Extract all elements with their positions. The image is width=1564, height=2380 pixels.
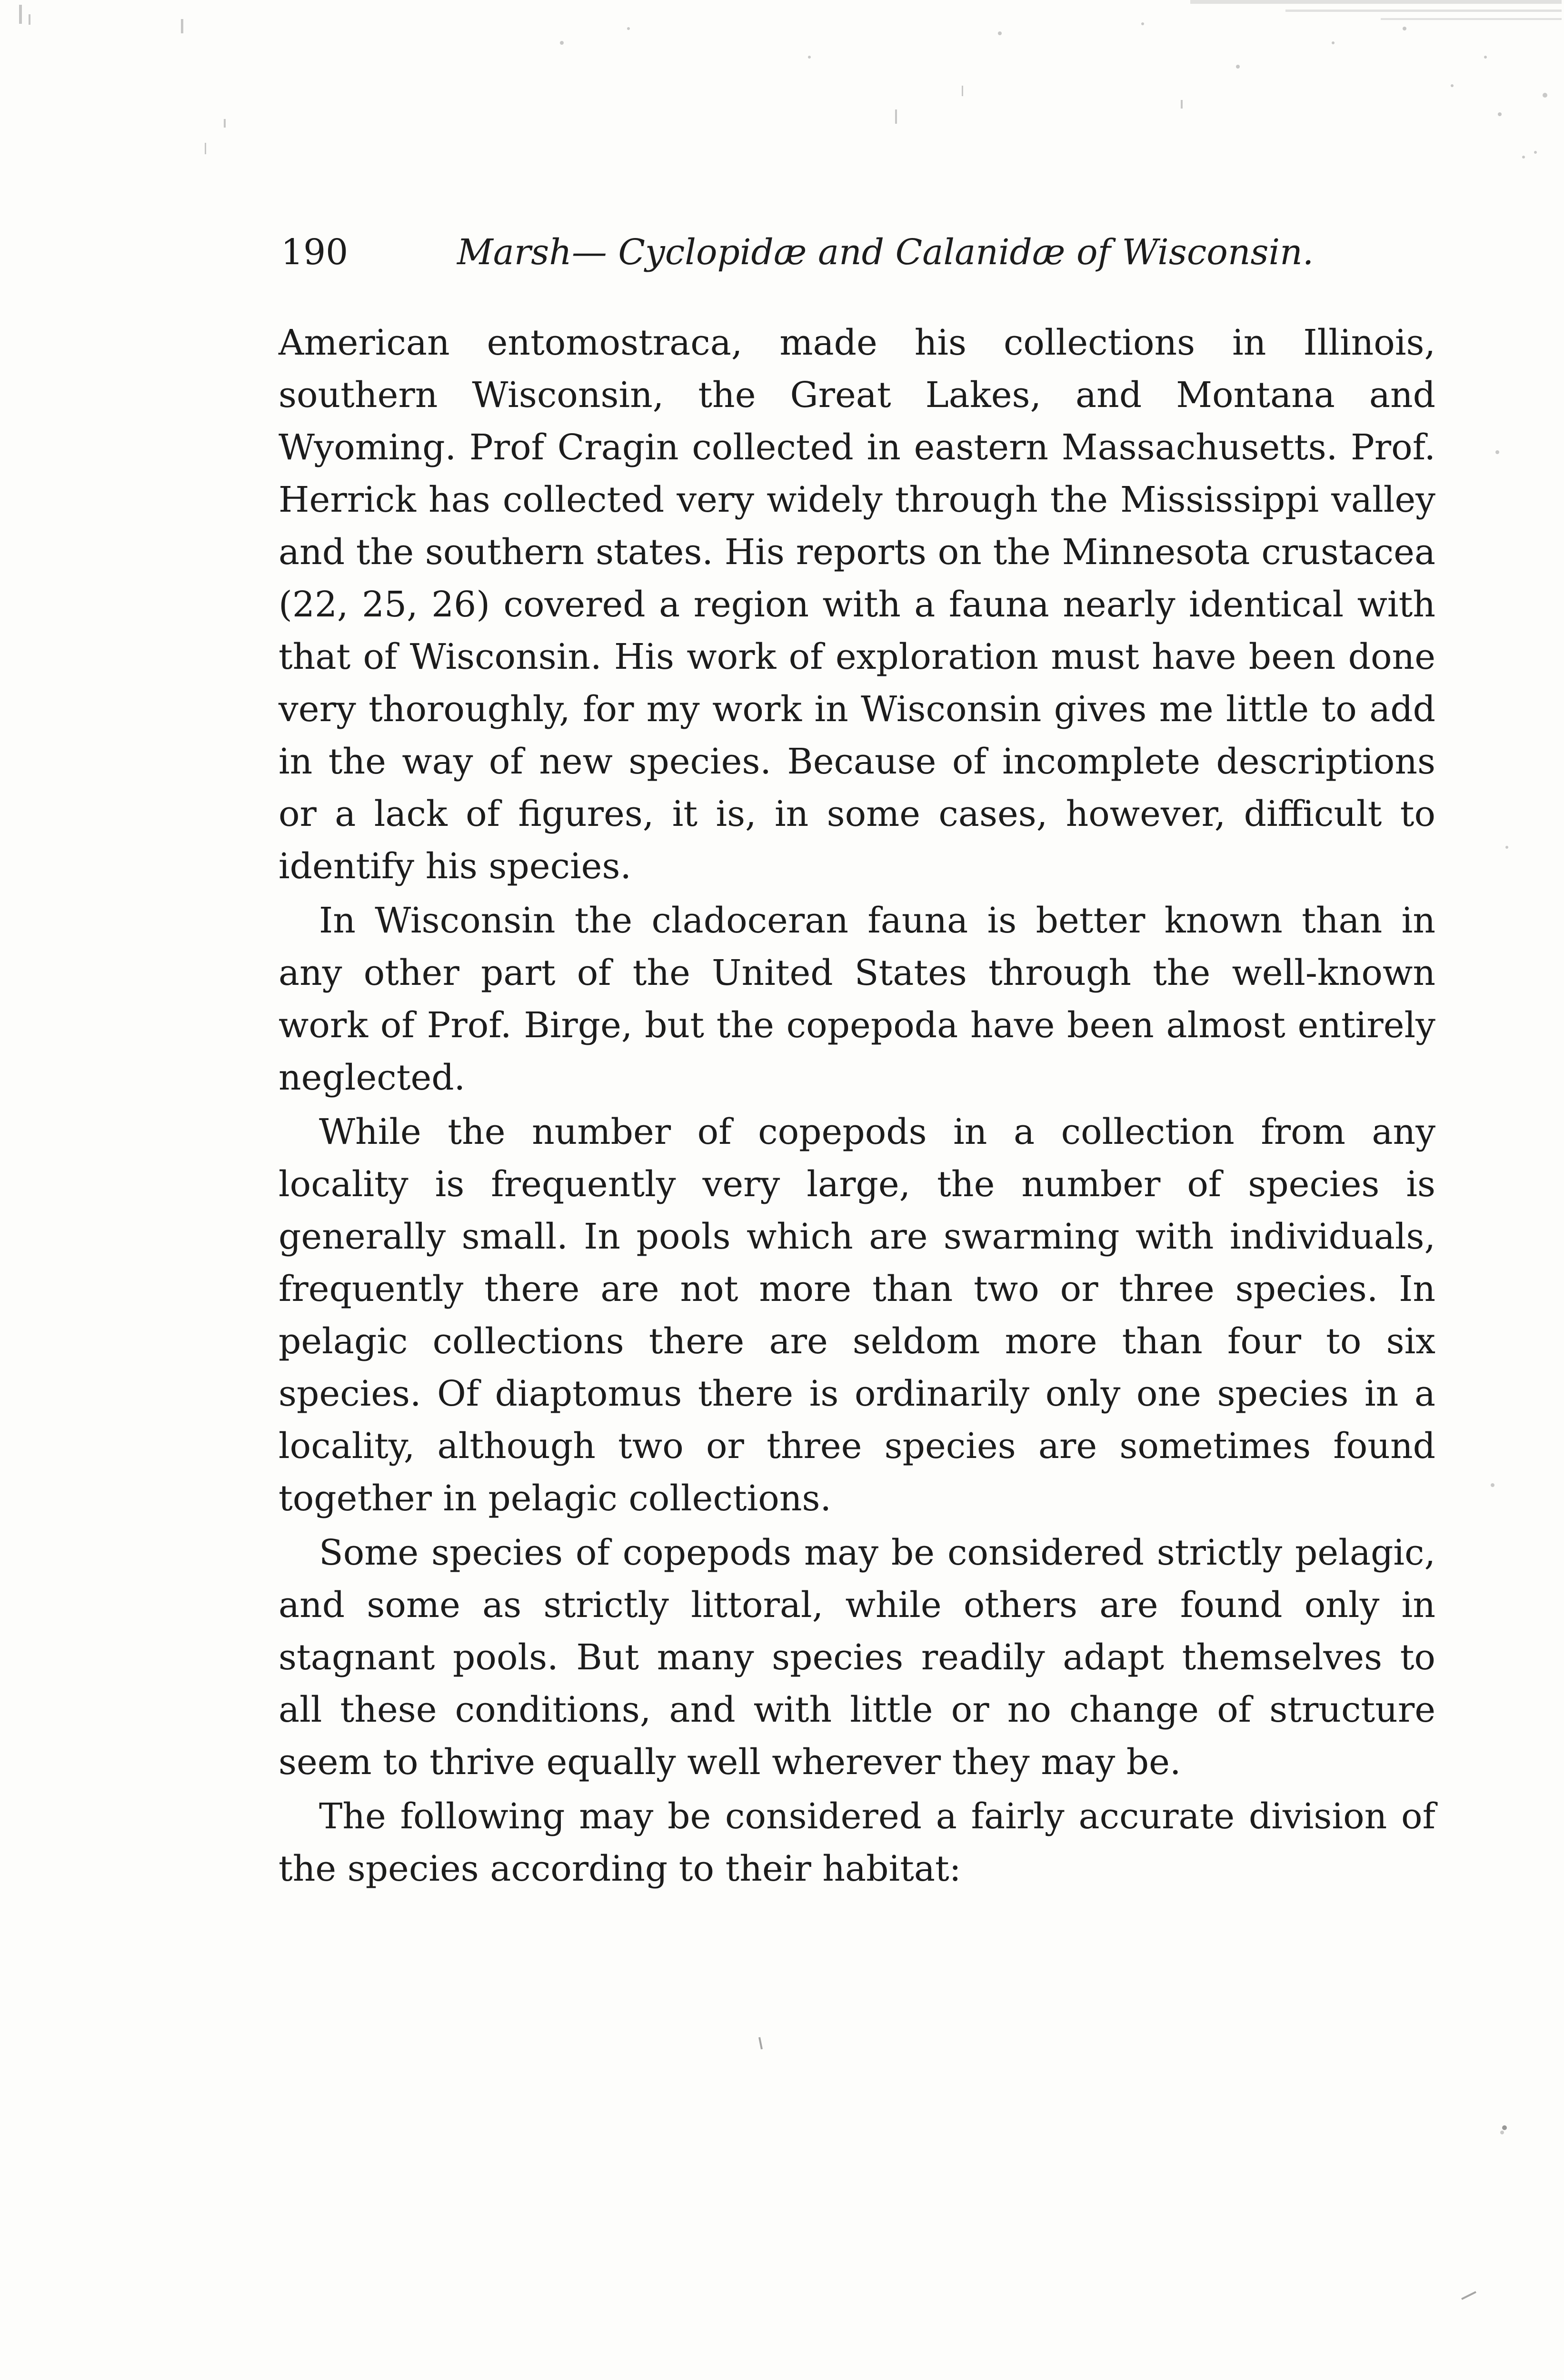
paragraph-5: The following may be considered a fairly accurate division of the species according to their habitat: <box>279 1796 1435 1889</box>
paragraph-4: Some species of copepods may be considered strictly pelagic, and some as strictly littoral, while others are found only in stagnant pools. But many species readily adapt themselves to all these conditions, and with little or no change of structure seem to thrive equally well wherever they may be. <box>279 1532 1435 1783</box>
scan-shadow-right <box>1478 0 1564 2380</box>
paragraph-3: While the number of copepods in a collection from any locality is frequently very large, the number of species is generally small. In pools which are swarming with individuals, frequently there are not more than two or three species. In pelagic collections there are seldom more than four to six species. Of diaptomus there is ordinarily only one species in a locality, although two or three species are sometimes found together in pelagic collections. <box>279 1111 1435 1519</box>
page-number: 190 <box>281 232 349 273</box>
scan-noise-top <box>0 0 1564 200</box>
paragraph-2: In Wisconsin the cladoceran fauna is better known than in any other part of the United States through the well-known work of Prof. Birge, but the copepoda have been almost entirely neglected. <box>279 900 1435 1098</box>
paragraph-1: American entomostraca, made his collections in Illinois, southern Wisconsin, the Great Lakes, and Montana and Wyoming. Prof Cragin collected in eastern Massachusetts. Prof. Herrick has collected very widely through the Mississippi valley and the southern states. His reports on the Minnesota crustacea (22, 25, 26) covered a region with a fauna nearly identical with that of Wisconsin. His work of exploration must have been done very thoroughly, for my work in Wisconsin gives me little to add in the way of new species. Because of incomplete descriptions or a lack of figures, it is, in some cases, however, difficult to identify his species. <box>279 322 1435 887</box>
running-head-title: Marsh— Cyclopidæ and Calanidæ of Wisconsin. <box>457 232 1314 273</box>
body-text <box>279 317 1435 1895</box>
running-header <box>281 224 1314 281</box>
